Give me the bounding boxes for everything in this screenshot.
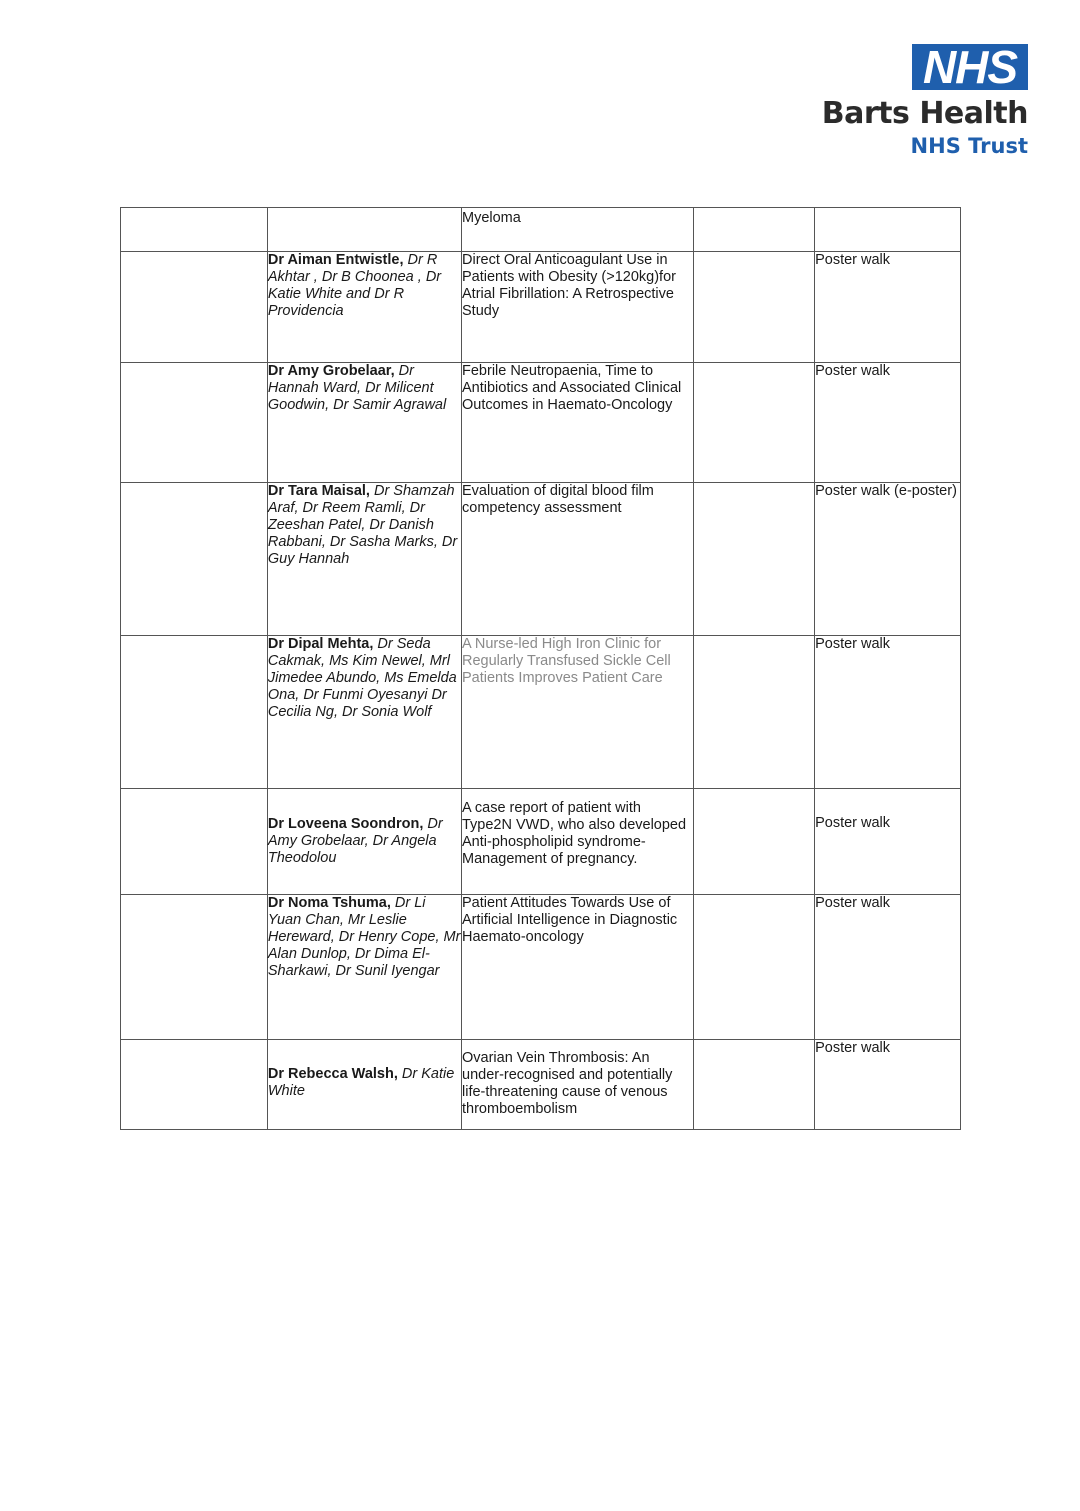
empty-cell (121, 483, 268, 636)
empty-cell (694, 363, 815, 483)
table-row (121, 363, 961, 483)
authors-cell: Dr Tara Maisal, Dr Shamzah Araf, Dr Reem Ramli, Dr Zeeshan Patel, Dr Danish Rabbani, Dr Sasha Marks, Dr Guy Hannah (267, 483, 461, 636)
abstract-title-cell: Patient Attitudes Towards Use of Artificial Intelligence in Diagnostic Haemato-oncology (462, 895, 694, 1040)
abstract-schedule-table (120, 207, 961, 1130)
table-row (121, 789, 961, 895)
abstract-title-cell: Direct Oral Anticoagulant Use in Patients with Obesity (>120kg)for Atrial Fibrillation: A Retrospective Study (462, 252, 694, 363)
authors-cell: Dr Aiman Entwistle, Dr R Akhtar , Dr B Choonea , Dr Katie White and Dr R Providencia (267, 252, 461, 363)
empty-cell (694, 208, 815, 252)
authors-cell: Dr Rebecca Walsh, Dr Katie White (267, 1040, 461, 1130)
organisation-subtitle: NHS Trust (910, 134, 1028, 158)
table-row (121, 252, 961, 363)
authors-cell (267, 208, 461, 252)
empty-cell (121, 1040, 268, 1130)
table-row (121, 208, 961, 252)
authors-cell: Dr Noma Tshuma, Dr Li Yuan Chan, Mr Leslie Hereward, Dr Henry Cope, Mr Alan Dunlop, Dr Dima El-Sharkawi, Dr Sunil Iyengar (267, 895, 461, 1040)
table-row (121, 636, 961, 789)
abstract-title-cell: Febrile Neutropaenia, Time to Antibiotics and Associated Clinical Outcomes in Haemato-Oncology (462, 363, 694, 483)
presentation-type-cell: Poster walk (e-poster) (815, 483, 961, 636)
empty-cell (694, 483, 815, 636)
presentation-type-cell: Poster walk (815, 363, 961, 483)
empty-cell (694, 252, 815, 363)
nhs-logo (820, 40, 1030, 160)
presentation-type-cell: Poster walk (815, 1040, 961, 1130)
organisation-name: Barts Health (821, 96, 1028, 131)
authors-cell: Dr Amy Grobelaar, Dr Hannah Ward, Dr Milicent Goodwin, Dr Samir Agrawal (267, 363, 461, 483)
empty-cell (694, 789, 815, 895)
abstract-title-cell: A case report of patient with Type2N VWD, who also developed Anti-phospholipid syndrome-Management of pregnancy. (462, 789, 694, 895)
empty-cell (121, 636, 268, 789)
presentation-type-cell (815, 208, 961, 252)
empty-cell (121, 363, 268, 483)
abstract-title-cell: Ovarian Vein Thrombosis: An under-recognised and potentially life-threatening cause of venous thromboembolism (462, 1040, 694, 1130)
empty-cell (694, 636, 815, 789)
empty-cell (694, 1040, 815, 1130)
presentation-type-cell: Poster walk (815, 789, 961, 895)
nhs-badge: NHS (912, 44, 1028, 90)
empty-cell (121, 789, 268, 895)
abstract-title-cell: Myeloma (462, 208, 694, 252)
presentation-type-cell: Poster walk (815, 895, 961, 1040)
authors-cell: Dr Loveena Soondron, Dr Amy Grobelaar, Dr Angela Theodolou (267, 789, 461, 895)
empty-cell (121, 252, 268, 363)
empty-cell (694, 895, 815, 1040)
table-row (121, 1040, 961, 1130)
presentation-type-cell: Poster walk (815, 636, 961, 789)
table-row (121, 895, 961, 1040)
table-row (121, 483, 961, 636)
presentation-type-cell: Poster walk (815, 252, 961, 363)
abstract-title-cell: A Nurse-led High Iron Clinic for Regularly Transfused Sickle Cell Patients Improves Patient Care (462, 636, 694, 789)
empty-cell (121, 208, 268, 252)
authors-cell: Dr Dipal Mehta, Dr Seda Cakmak, Ms Kim Newel, Mrl Jimedee Abundo, Ms Emelda Ona, Dr Funmi Oyesanyi Dr Cecilia Ng, Dr Sonia Wolf (267, 636, 461, 789)
abstract-title-cell: Evaluation of digital blood film competency assessment (462, 483, 694, 636)
empty-cell (121, 895, 268, 1040)
